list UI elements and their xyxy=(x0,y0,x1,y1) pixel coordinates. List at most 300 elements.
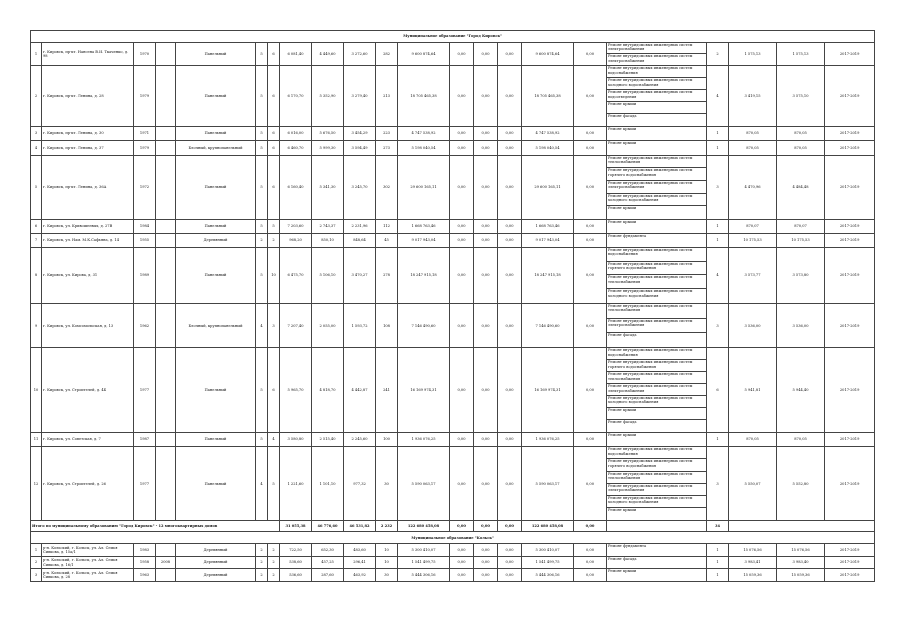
cell-works xyxy=(607,126,707,140)
cell-k: 1 xyxy=(707,432,729,446)
work-item: Ремонт внутридомовых инженерных систем электроснабжения xyxy=(607,181,706,194)
cell-f1: 0,00 xyxy=(450,234,474,247)
work-item: Ремонт внутридомовых инженерных систем холодного водоснабжения xyxy=(607,194,706,207)
total-label: Итого по муниципальному образованию "Город Кировск" - 12 многоквартирных домов xyxy=(31,521,280,532)
cell-res: 30 xyxy=(376,447,398,521)
cell-floors: 2 xyxy=(256,544,268,556)
cell-wall: Панельный xyxy=(176,155,256,219)
cell-res: 213 xyxy=(376,66,398,126)
cell-n: 1 xyxy=(31,544,42,556)
cell-f2: 0,00 xyxy=(474,219,498,233)
cell-s1: 536,60 xyxy=(280,569,312,581)
cell-floors: 5 xyxy=(256,432,268,446)
work-item: Ремонт крыши xyxy=(608,508,637,513)
cell-own: 9 600 874,64 xyxy=(522,43,574,66)
cell-f1: 0,00 xyxy=(450,66,474,126)
total-oth: 0,00 xyxy=(574,521,607,532)
cell-term: 2017-2019 xyxy=(825,304,875,348)
cell-s3: 3 594,49 xyxy=(344,141,376,155)
cell-works xyxy=(607,234,707,247)
cell-n: 5 xyxy=(31,155,42,219)
cell-u2: 1 575,13 xyxy=(777,43,825,66)
cell-u1: 3 983,41 xyxy=(729,556,777,568)
cell-wall: Панельный xyxy=(176,219,256,233)
work-item: Ремонт крыши xyxy=(608,206,637,211)
table-row xyxy=(31,304,875,348)
cell-cost: 4 747 538,92 xyxy=(398,126,450,140)
cell-u1: 3 419,15 xyxy=(729,66,777,126)
cell-res: 282 xyxy=(376,43,398,66)
cell-rec xyxy=(156,126,176,140)
cell-ent: 5 xyxy=(268,447,280,521)
cell-f1: 0,00 xyxy=(450,447,474,521)
cell-u1: 870,07 xyxy=(729,219,777,233)
cell-n: 2 xyxy=(31,556,42,568)
cell-addr: г. Кировск, ул. Строителей, д. 26 xyxy=(42,447,134,521)
total-blank xyxy=(729,521,875,532)
cell-k: 4 xyxy=(707,247,729,303)
cell-floors: 4 xyxy=(256,304,268,348)
cell-cost: 18 247 915,18 xyxy=(398,247,450,303)
work-item: Ремонт внутридомовых инженерных систем электроснабжения xyxy=(607,43,706,54)
cell-s1: 5 965,70 xyxy=(280,348,312,432)
cell-works xyxy=(607,219,707,233)
cell-s1: 968,20 xyxy=(280,234,312,247)
cell-s1: 7 207,40 xyxy=(280,304,312,348)
work-item: Ремонт внутридомовых инженерных систем электроснабжения xyxy=(608,54,693,63)
cell-cost: 18 705 465,38 xyxy=(398,66,450,126)
cell-k: 1 xyxy=(707,141,729,155)
cell-f3: 0,00 xyxy=(498,66,522,126)
cell-f3: 0,00 xyxy=(498,569,522,581)
total-s1: 31 055,38 xyxy=(280,521,312,532)
cell-u2: 3 573,80 xyxy=(777,247,825,303)
cell-ent: 6 xyxy=(268,126,280,140)
cell-s1: 6 170,70 xyxy=(280,66,312,126)
cell-year: 1963 xyxy=(134,569,156,581)
cell-addr: г. Кировск, ул. Нам. М.К.Сафьяна, д. 14 xyxy=(42,234,134,247)
cell-year: 1970 xyxy=(134,43,156,66)
table-row xyxy=(31,447,875,521)
cell-own: 5 444 306,16 xyxy=(522,569,574,581)
cell-u2: 15 076,56 xyxy=(777,544,825,556)
cell-addr: р-н. Кольский, г. Кольск, ул. Ал. Семья Сивкова, д. 16/1 xyxy=(42,556,134,568)
cell-ent: 2 xyxy=(268,569,280,581)
cell-f1: 0,00 xyxy=(450,141,474,155)
cell-rec xyxy=(156,234,176,247)
cell-term: 2017-2019 xyxy=(825,247,875,303)
cell-ent: 6 xyxy=(268,141,280,155)
cell-term: 2017-2019 xyxy=(825,66,875,126)
cell-n: 11 xyxy=(31,432,42,446)
cell-wall: Деревянный xyxy=(176,544,256,556)
cell-u2: 870,05 xyxy=(777,141,825,155)
cell-f2: 0,00 xyxy=(474,141,498,155)
cell-f2: 0,00 xyxy=(474,155,498,219)
cell-ent: 5 xyxy=(268,219,280,233)
table-row xyxy=(31,556,875,568)
cell-floors: 5 xyxy=(256,66,268,126)
cell-works xyxy=(607,43,707,66)
cell-works xyxy=(607,432,707,446)
cell-floors: 5 xyxy=(256,219,268,233)
cell-f2: 0,00 xyxy=(474,447,498,521)
cell-s2: 5 106,10 xyxy=(312,247,344,303)
cell-oth: 0,00 xyxy=(574,43,607,66)
cell-own: 16 169 974,31 xyxy=(522,348,574,432)
cell-s2: 5 352,90 xyxy=(312,66,344,126)
cell-f1: 0,00 xyxy=(450,43,474,66)
cell-s1: 3 580,80 xyxy=(280,432,312,446)
cell-res: 108 xyxy=(376,304,398,348)
cell-k: 6 xyxy=(707,348,729,432)
cell-own: 1 668 763,46 xyxy=(522,219,574,233)
cell-k: 3 xyxy=(707,155,729,219)
cell-wall: Панельный xyxy=(176,126,256,140)
work-item: Ремонт фасада xyxy=(608,332,637,337)
cell-cost: 5 300 410,07 xyxy=(398,544,450,556)
cell-f3: 0,00 xyxy=(498,247,522,303)
cell-year: 1984 xyxy=(134,219,156,233)
cell-term: 2017-2019 xyxy=(825,569,875,581)
cell-k: 1 xyxy=(707,556,729,568)
cell-u1: 10 175,53 xyxy=(729,234,777,247)
work-item: Ремонт внутридомовых инженерных систем горячего водоснабжения xyxy=(607,262,706,276)
cell-ent: 6 xyxy=(268,155,280,219)
cell-works xyxy=(607,247,707,303)
cell-rec xyxy=(156,304,176,348)
cell-f3: 0,00 xyxy=(498,432,522,446)
cell-works xyxy=(607,447,707,521)
cell-year: 1955 xyxy=(134,234,156,247)
cell-own: 1 936 076,25 xyxy=(522,432,574,446)
cell-addr: г. Кировск, ул. Советская, д. 7 xyxy=(42,432,134,446)
cell-addr: р-н. Кольский, г. Кольск, ул. Ал. Семья Сивкова, д. 15а/1 xyxy=(42,544,134,556)
cell-s3: 483,60 xyxy=(344,544,376,556)
cell-ent: 6 xyxy=(268,348,280,432)
cell-n: 4 xyxy=(31,141,42,155)
cell-s1: 6 460,70 xyxy=(280,141,312,155)
work-item: Ремонт внутридомовых инженерных систем водоснабжения xyxy=(607,66,706,78)
work-item: Ремонт фасада xyxy=(608,419,637,424)
cell-s3: 977,32 xyxy=(344,447,376,521)
cell-own: 5 198 040,54 xyxy=(522,141,574,155)
cell-year: 1972 xyxy=(134,155,156,219)
cell-s2: 287,60 xyxy=(312,569,344,581)
cell-u2: 5 944,40 xyxy=(777,348,825,432)
cell-wall: Деревянный xyxy=(176,556,256,568)
cell-ent: 2 xyxy=(268,556,280,568)
cell-res: 273 xyxy=(376,141,398,155)
work-item: Ремонт внутридомовых инженерных систем водоснабжения xyxy=(607,348,706,360)
cell-own: 5 590 063,17 xyxy=(522,447,574,521)
cell-year: 1962 xyxy=(134,304,156,348)
cell-cost: 7 146 490,60 xyxy=(398,304,450,348)
cell-ent: 6 xyxy=(268,66,280,126)
total-f1: 0,00 xyxy=(450,521,474,532)
total-f2: 0,00 xyxy=(474,521,498,532)
cell-wall: Панельный xyxy=(176,66,256,126)
cell-f2: 0,00 xyxy=(474,304,498,348)
cell-works xyxy=(607,348,707,432)
cell-oth: 0,00 xyxy=(574,569,607,581)
work-item: Ремонт фундамента xyxy=(608,544,647,549)
cell-year: 1979 xyxy=(134,141,156,155)
cell-k: 2 xyxy=(707,43,729,66)
cell-addr: г. Кировск, пр-кт. Ленина, д. 30 xyxy=(42,126,134,140)
cell-addr: г. Кировск, ул. Строителей, д. 4Б xyxy=(42,348,134,432)
cell-u2: 10 175,53 xyxy=(777,234,825,247)
cell-floors: 5 xyxy=(256,348,268,432)
cell-u2: 5 552,80 xyxy=(777,447,825,521)
table-row xyxy=(31,247,875,303)
cell-year: 1989 xyxy=(134,247,156,303)
work-item: Ремонт внутридомовых инженерных систем электроснабжения xyxy=(607,319,706,333)
cell-n: 10 xyxy=(31,348,42,432)
cell-own: 5 300 410,07 xyxy=(522,544,574,556)
cell-rec xyxy=(156,447,176,521)
cell-own: 18 247 915,18 xyxy=(522,247,574,303)
cell-f2: 0,00 xyxy=(474,66,498,126)
cell-s1: 7 203,60 xyxy=(280,219,312,233)
cell-u2: 15 059,36 xyxy=(777,569,825,581)
cell-addr: г. Кировск, ул. Кирова, д. 31 xyxy=(42,247,134,303)
cell-u1: 5 941,81 xyxy=(729,348,777,432)
table-row xyxy=(31,155,875,219)
work-item: Ремонт внутридомовых инженерных систем электроснабжения xyxy=(607,384,706,396)
cell-f2: 0,00 xyxy=(474,348,498,432)
cell-floors: 2 xyxy=(256,556,268,568)
cell-s2: 5 999,30 xyxy=(312,141,344,155)
table-row xyxy=(31,348,875,432)
work-item: Ремонт крыши xyxy=(608,126,637,131)
cell-rec xyxy=(156,544,176,556)
cell-n: 6 xyxy=(31,219,42,233)
cell-cost: 5 444 306,16 xyxy=(398,569,450,581)
cell-k: 1 xyxy=(707,126,729,140)
work-item: Ремонт внутридомовых инженерных систем водоснабжения xyxy=(607,248,706,262)
cell-term: 2017-2019 xyxy=(825,432,875,446)
cell-ent: 10 xyxy=(268,247,280,303)
section-title: Муниципальное образование "Город Кировск" xyxy=(31,31,875,43)
cell-f2: 0,00 xyxy=(474,432,498,446)
cell-f3: 0,00 xyxy=(498,234,522,247)
cell-n: 3 xyxy=(31,126,42,140)
cell-f2: 0,00 xyxy=(474,43,498,66)
cell-term: 2017-2019 xyxy=(825,447,875,521)
cell-s3: 3 454,29 xyxy=(344,126,376,140)
cell-cost: 1 668 763,46 xyxy=(398,219,450,233)
cell-s2: 1 101,10 xyxy=(312,447,344,521)
cell-oth: 0,00 xyxy=(574,219,607,233)
cell-s1: 722,50 xyxy=(280,544,312,556)
cell-floors: 5 xyxy=(256,247,268,303)
cell-term: 2017-2019 xyxy=(825,544,875,556)
cell-s2: 2 743,37 xyxy=(312,219,344,233)
cell-f2: 0,00 xyxy=(474,247,498,303)
cell-f1: 0,00 xyxy=(450,569,474,581)
work-item: Ремонт внутридомовых инженерных систем водоотведения xyxy=(607,90,706,102)
cell-year: 1977 xyxy=(134,447,156,521)
cell-n: 1 xyxy=(31,43,42,66)
cell-f2: 0,00 xyxy=(474,569,498,581)
document-sheet xyxy=(30,30,874,622)
cell-f3: 0,00 xyxy=(498,304,522,348)
cell-u1: 5 550,07 xyxy=(729,447,777,521)
cell-k: 1 xyxy=(707,569,729,581)
work-item: Ремонт внутридомовых инженерных систем электроснабжения xyxy=(607,484,706,496)
cell-s3: 3 279,40 xyxy=(344,66,376,126)
cell-f1: 0,00 xyxy=(450,432,474,446)
cell-f1: 0,00 xyxy=(450,556,474,568)
cell-floors: 4 xyxy=(256,447,268,521)
cell-term: 2017-2019 xyxy=(825,234,875,247)
total-own: 122 680 458,08 xyxy=(522,521,574,532)
cell-u1: 15 076,56 xyxy=(729,544,777,556)
work-item: Ремонт внутридомовых инженерных систем горячего водоснабжения xyxy=(607,459,706,471)
cell-f1: 0,00 xyxy=(450,348,474,432)
cell-wall: Панельный xyxy=(176,447,256,521)
cell-ent: 3 xyxy=(268,304,280,348)
work-item: Ремонт внутридомовых инженерных систем горячего водоснабжения xyxy=(607,360,706,372)
cell-cost: 5 198 040,54 xyxy=(398,141,450,155)
cell-year: 1977 xyxy=(134,348,156,432)
work-item: Ремонт внутридомовых инженерных систем теплоснабжения xyxy=(607,472,706,484)
table-row xyxy=(31,141,875,155)
cell-f1: 0,00 xyxy=(450,247,474,303)
cell-works xyxy=(607,556,707,568)
cell-wall: Деревянный xyxy=(176,569,256,581)
cell-rec xyxy=(156,66,176,126)
cell-u1: 15 059,36 xyxy=(729,569,777,581)
cell-u1: 1 575,13 xyxy=(729,43,777,66)
cell-s1: 538,60 xyxy=(280,556,312,568)
cell-year: 1958 xyxy=(134,556,156,568)
cell-floors: 2 xyxy=(256,569,268,581)
work-item: Ремонт внутридомовых инженерных систем холодного водоснабжения xyxy=(607,496,706,508)
cell-works xyxy=(607,66,707,126)
cell-res: 302 xyxy=(376,155,398,219)
cell-own: 29 600 165,11 xyxy=(522,155,574,219)
table-row xyxy=(31,432,875,446)
cell-works xyxy=(607,569,707,581)
cell-wall: Панельный xyxy=(176,247,256,303)
cell-f2: 0,00 xyxy=(474,544,498,556)
cell-s2: 5 341,30 xyxy=(312,155,344,219)
cell-f1: 0,00 xyxy=(450,126,474,140)
cell-s1: 6 016,00 xyxy=(280,126,312,140)
cell-res: 112 xyxy=(376,219,398,233)
section-total-row xyxy=(31,521,875,532)
cell-wall: Панельный xyxy=(176,432,256,446)
cell-oth: 0,00 xyxy=(574,247,607,303)
cell-ent: 2 xyxy=(268,544,280,556)
cell-res: 241 xyxy=(376,348,398,432)
cell-floors: 5 xyxy=(256,141,268,155)
cell-res: 10 xyxy=(376,556,398,568)
total-s2: 46 776,60 xyxy=(312,521,344,532)
cell-res: 45 xyxy=(376,234,398,247)
cell-u2: 870,05 xyxy=(777,126,825,140)
cell-term: 2017-2019 xyxy=(825,348,875,432)
cell-k: 4 xyxy=(707,66,729,126)
cell-u2: 3 983,40 xyxy=(777,556,825,568)
cell-addr: г. Кировск, ул. Кривошеевых, д. 27В xyxy=(42,219,134,233)
cell-u2: 870,07 xyxy=(777,219,825,233)
cell-cost: 1 936 076,25 xyxy=(398,432,450,446)
cell-s3: 848,64 xyxy=(344,234,376,247)
cell-term: 2017-2019 xyxy=(825,141,875,155)
cell-res: 10 xyxy=(376,544,398,556)
table-row xyxy=(31,569,875,581)
cell-cost: 1 541 499,75 xyxy=(398,556,450,568)
table-row xyxy=(31,544,875,556)
total-k: 34 xyxy=(707,521,729,532)
cell-oth: 0,00 xyxy=(574,432,607,446)
cell-own: 18 705 465,38 xyxy=(522,66,574,126)
cell-rec xyxy=(156,43,176,66)
cell-f3: 0,00 xyxy=(498,155,522,219)
cell-f1: 0,00 xyxy=(450,544,474,556)
total-works xyxy=(607,521,707,532)
cell-k: 3 xyxy=(707,447,729,521)
cell-s3: 2 245,60 xyxy=(344,432,376,446)
cell-addr: г. Кировск, пр-кт. Ленина, д. 37 xyxy=(42,141,134,155)
cell-f3: 0,00 xyxy=(498,126,522,140)
cell-works xyxy=(607,141,707,155)
work-item: Ремонт крыши xyxy=(608,219,637,224)
cell-s2: 2 055,00 xyxy=(312,304,344,348)
table-row xyxy=(31,126,875,140)
cell-s3: 1 593,72 xyxy=(344,304,376,348)
cell-term: 2017-2019 xyxy=(825,219,875,233)
cell-f1: 0,00 xyxy=(450,304,474,348)
cell-term: 2017-2019 xyxy=(825,43,875,66)
cell-u1: 3 536,00 xyxy=(729,304,777,348)
cell-wall: Блочный, крупнопанельный xyxy=(176,141,256,155)
cell-own: 1 541 499,75 xyxy=(522,556,574,568)
total-cost: 122 680 458,08 xyxy=(398,521,450,532)
cell-s1: 1 221,60 xyxy=(280,447,312,521)
cell-res: 30 xyxy=(376,569,398,581)
cell-res: 100 xyxy=(376,432,398,446)
work-item: Ремонт внутридомовых инженерных систем теплоснабжения xyxy=(607,372,706,384)
cell-f2: 0,00 xyxy=(474,126,498,140)
cell-addr: г. Кировск, пр-кт. Нансена В.И. Ткаченко, д. 98 xyxy=(42,43,134,66)
cell-u2: 4 484,48 xyxy=(777,155,825,219)
cell-ent: 2 xyxy=(268,234,280,247)
cell-s3: 3 272,60 xyxy=(344,43,376,66)
cell-year: 1983 xyxy=(134,544,156,556)
cell-k: 1 xyxy=(707,544,729,556)
cell-f3: 0,00 xyxy=(498,447,522,521)
cell-rec xyxy=(156,219,176,233)
cell-res: 223 xyxy=(376,126,398,140)
work-item: Ремонт внутридомовых инженерных систем холодного водоснабжения xyxy=(607,78,706,90)
cell-addr: г. Кировск, пр-кт. Ленина, д. 36А xyxy=(42,155,134,219)
cell-s3: 296,41 xyxy=(344,556,376,568)
cell-n: 2 xyxy=(31,66,42,126)
cell-floors: 5 xyxy=(256,126,268,140)
cell-u2: 3 575,10 xyxy=(777,66,825,126)
cell-s3: 3 470,27 xyxy=(344,247,376,303)
cell-s2: 4 449,60 xyxy=(312,43,344,66)
work-item: Ремонт внутридомовых инженерных систем холодного водоснабжения xyxy=(607,396,706,408)
cell-addr: р-н. Кольский, г. Кольск, ул. Ал. Семья Сивкова, д. 28 xyxy=(42,569,134,581)
cell-cost: 9 017 943,04 xyxy=(398,234,450,247)
cell-oth: 0,00 xyxy=(574,66,607,126)
cell-wall: Панельный xyxy=(176,43,256,66)
